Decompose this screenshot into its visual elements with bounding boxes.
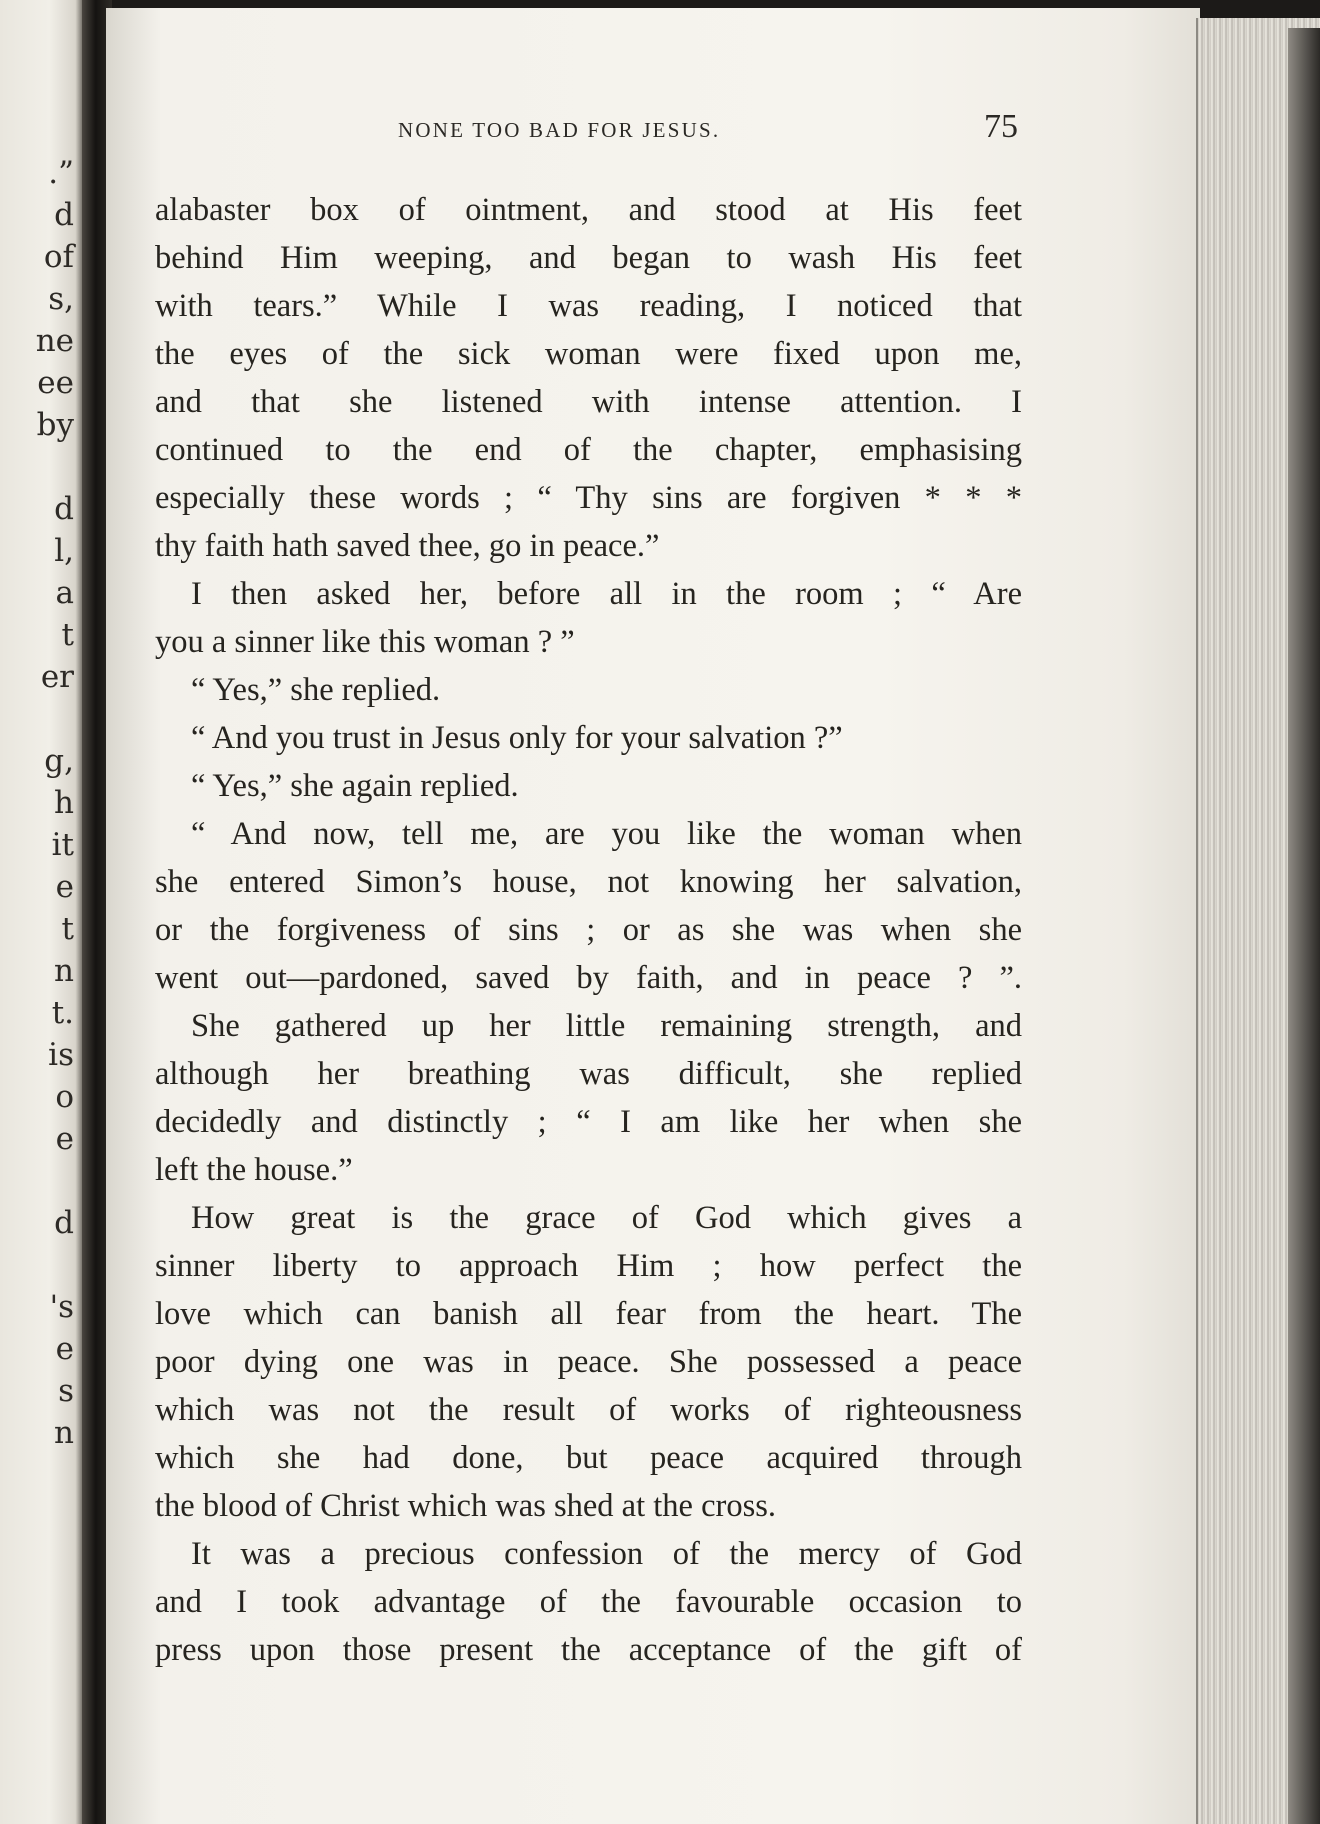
text-line: you a sinner like this woman ? ”: [155, 624, 575, 660]
text-line: continued to the end of the chapter, emphasising: [155, 432, 1022, 468]
page-number: 75: [984, 108, 1018, 145]
facing-page-fragment: [0, 0, 82, 1824]
facing-page-line-end: d: [54, 491, 74, 527]
text-line: and that she listened with intense attention. I: [155, 384, 1022, 420]
facing-page-line-end: e: [55, 1121, 74, 1157]
facing-page-line-end: e: [55, 1331, 74, 1367]
text-line: and I took advantage of the favourable occasion to: [155, 1584, 1022, 1620]
text-line: love which can banish all fear from the heart. The: [155, 1296, 1022, 1332]
text-line: although her breathing was difficult, she replied: [155, 1056, 1022, 1092]
text-line: It was a precious confession of the mercy of God: [191, 1536, 1022, 1572]
facing-page-line-end: 's: [49, 1289, 74, 1325]
text-line: she entered Simon’s house, not knowing her salvation,: [155, 864, 1022, 900]
text-line: poor dying one was in peace. She possessed a peace: [155, 1344, 1022, 1380]
text-line: “ And now, tell me, are you like the woman when: [191, 816, 1022, 852]
facing-page-line-end: by: [36, 407, 74, 443]
facing-page-line-end: t: [61, 911, 74, 947]
facing-page-line-end: n: [54, 953, 74, 989]
facing-page-line-end: t.: [51, 995, 74, 1031]
facing-page-line-end: s,: [48, 281, 74, 317]
text-line: alabaster box of ointment, and stood at His feet: [155, 192, 1022, 228]
text-line: decidedly and distinctly ; “ I am like her when she: [155, 1104, 1022, 1140]
text-line: “ Yes,” she replied.: [191, 672, 441, 708]
text-line: the blood of Christ which was shed at the cross.: [155, 1488, 777, 1524]
text-line: or the forgiveness of sins ; or as she was when she: [155, 912, 1022, 948]
text-line: which she had done, but peace acquired through: [155, 1440, 1022, 1476]
facing-page-line-end: l,: [54, 533, 74, 569]
text-line: which was not the result of works of righteousness: [155, 1392, 1022, 1428]
page-edges-shadow: [1288, 28, 1320, 1824]
facing-page-line-end: o: [55, 1079, 74, 1115]
text-line: thy faith hath saved thee, go in peace.”: [155, 528, 660, 564]
text-line: especially these words ; “ Thy sins are forgiven * * *: [155, 480, 1022, 516]
text-line: “ And you trust in Jesus only for your salvation ?”: [191, 720, 843, 756]
text-line: the eyes of the sick woman were fixed upon me,: [155, 336, 1022, 372]
facing-page-line-end: a: [55, 575, 74, 611]
facing-page-line-end: d: [54, 1205, 74, 1241]
facing-page-line-end: is: [48, 1037, 74, 1073]
facing-page-line-end: s: [58, 1373, 74, 1409]
text-line: How great is the grace of God which gives a: [191, 1200, 1022, 1236]
text-line: I then asked her, before all in the room ; “ Are: [191, 576, 1022, 612]
body-text: [155, 186, 1022, 1674]
facing-page-line-end: e: [55, 869, 74, 905]
text-line: left the house.”: [155, 1152, 353, 1188]
facing-page-line-end: n: [54, 1415, 74, 1451]
facing-page-line-end: h: [54, 785, 74, 821]
facing-page-line-end: ne: [35, 323, 74, 359]
running-head: NONE TOO BAD FOR JESUS.: [398, 118, 721, 142]
text-line: “ Yes,” she again replied.: [191, 768, 519, 804]
text-line: sinner liberty to approach Him ; how perfect the: [155, 1248, 1022, 1284]
facing-page-line-end: of: [43, 239, 74, 275]
text-line: with tears.” While I was reading, I noticed that: [155, 288, 1022, 324]
text-line: went out—pardoned, saved by faith, and in peace ? ”.: [155, 960, 1022, 996]
facing-page-line-end: ee: [37, 365, 74, 401]
facing-page-line-end: er: [40, 659, 74, 695]
text-line: press upon those present the acceptance of the gift of: [155, 1632, 1022, 1668]
facing-page-line-end: d: [54, 197, 74, 233]
facing-page-line-end: .”: [48, 155, 74, 191]
text-line: behind Him weeping, and began to wash His feet: [155, 240, 1022, 276]
text-line: She gathered up her little remaining strength, and: [191, 1008, 1022, 1044]
facing-page-line-end: it: [51, 827, 74, 863]
facing-page-line-end: t: [61, 617, 74, 653]
facing-page-line-end: g,: [44, 743, 74, 779]
